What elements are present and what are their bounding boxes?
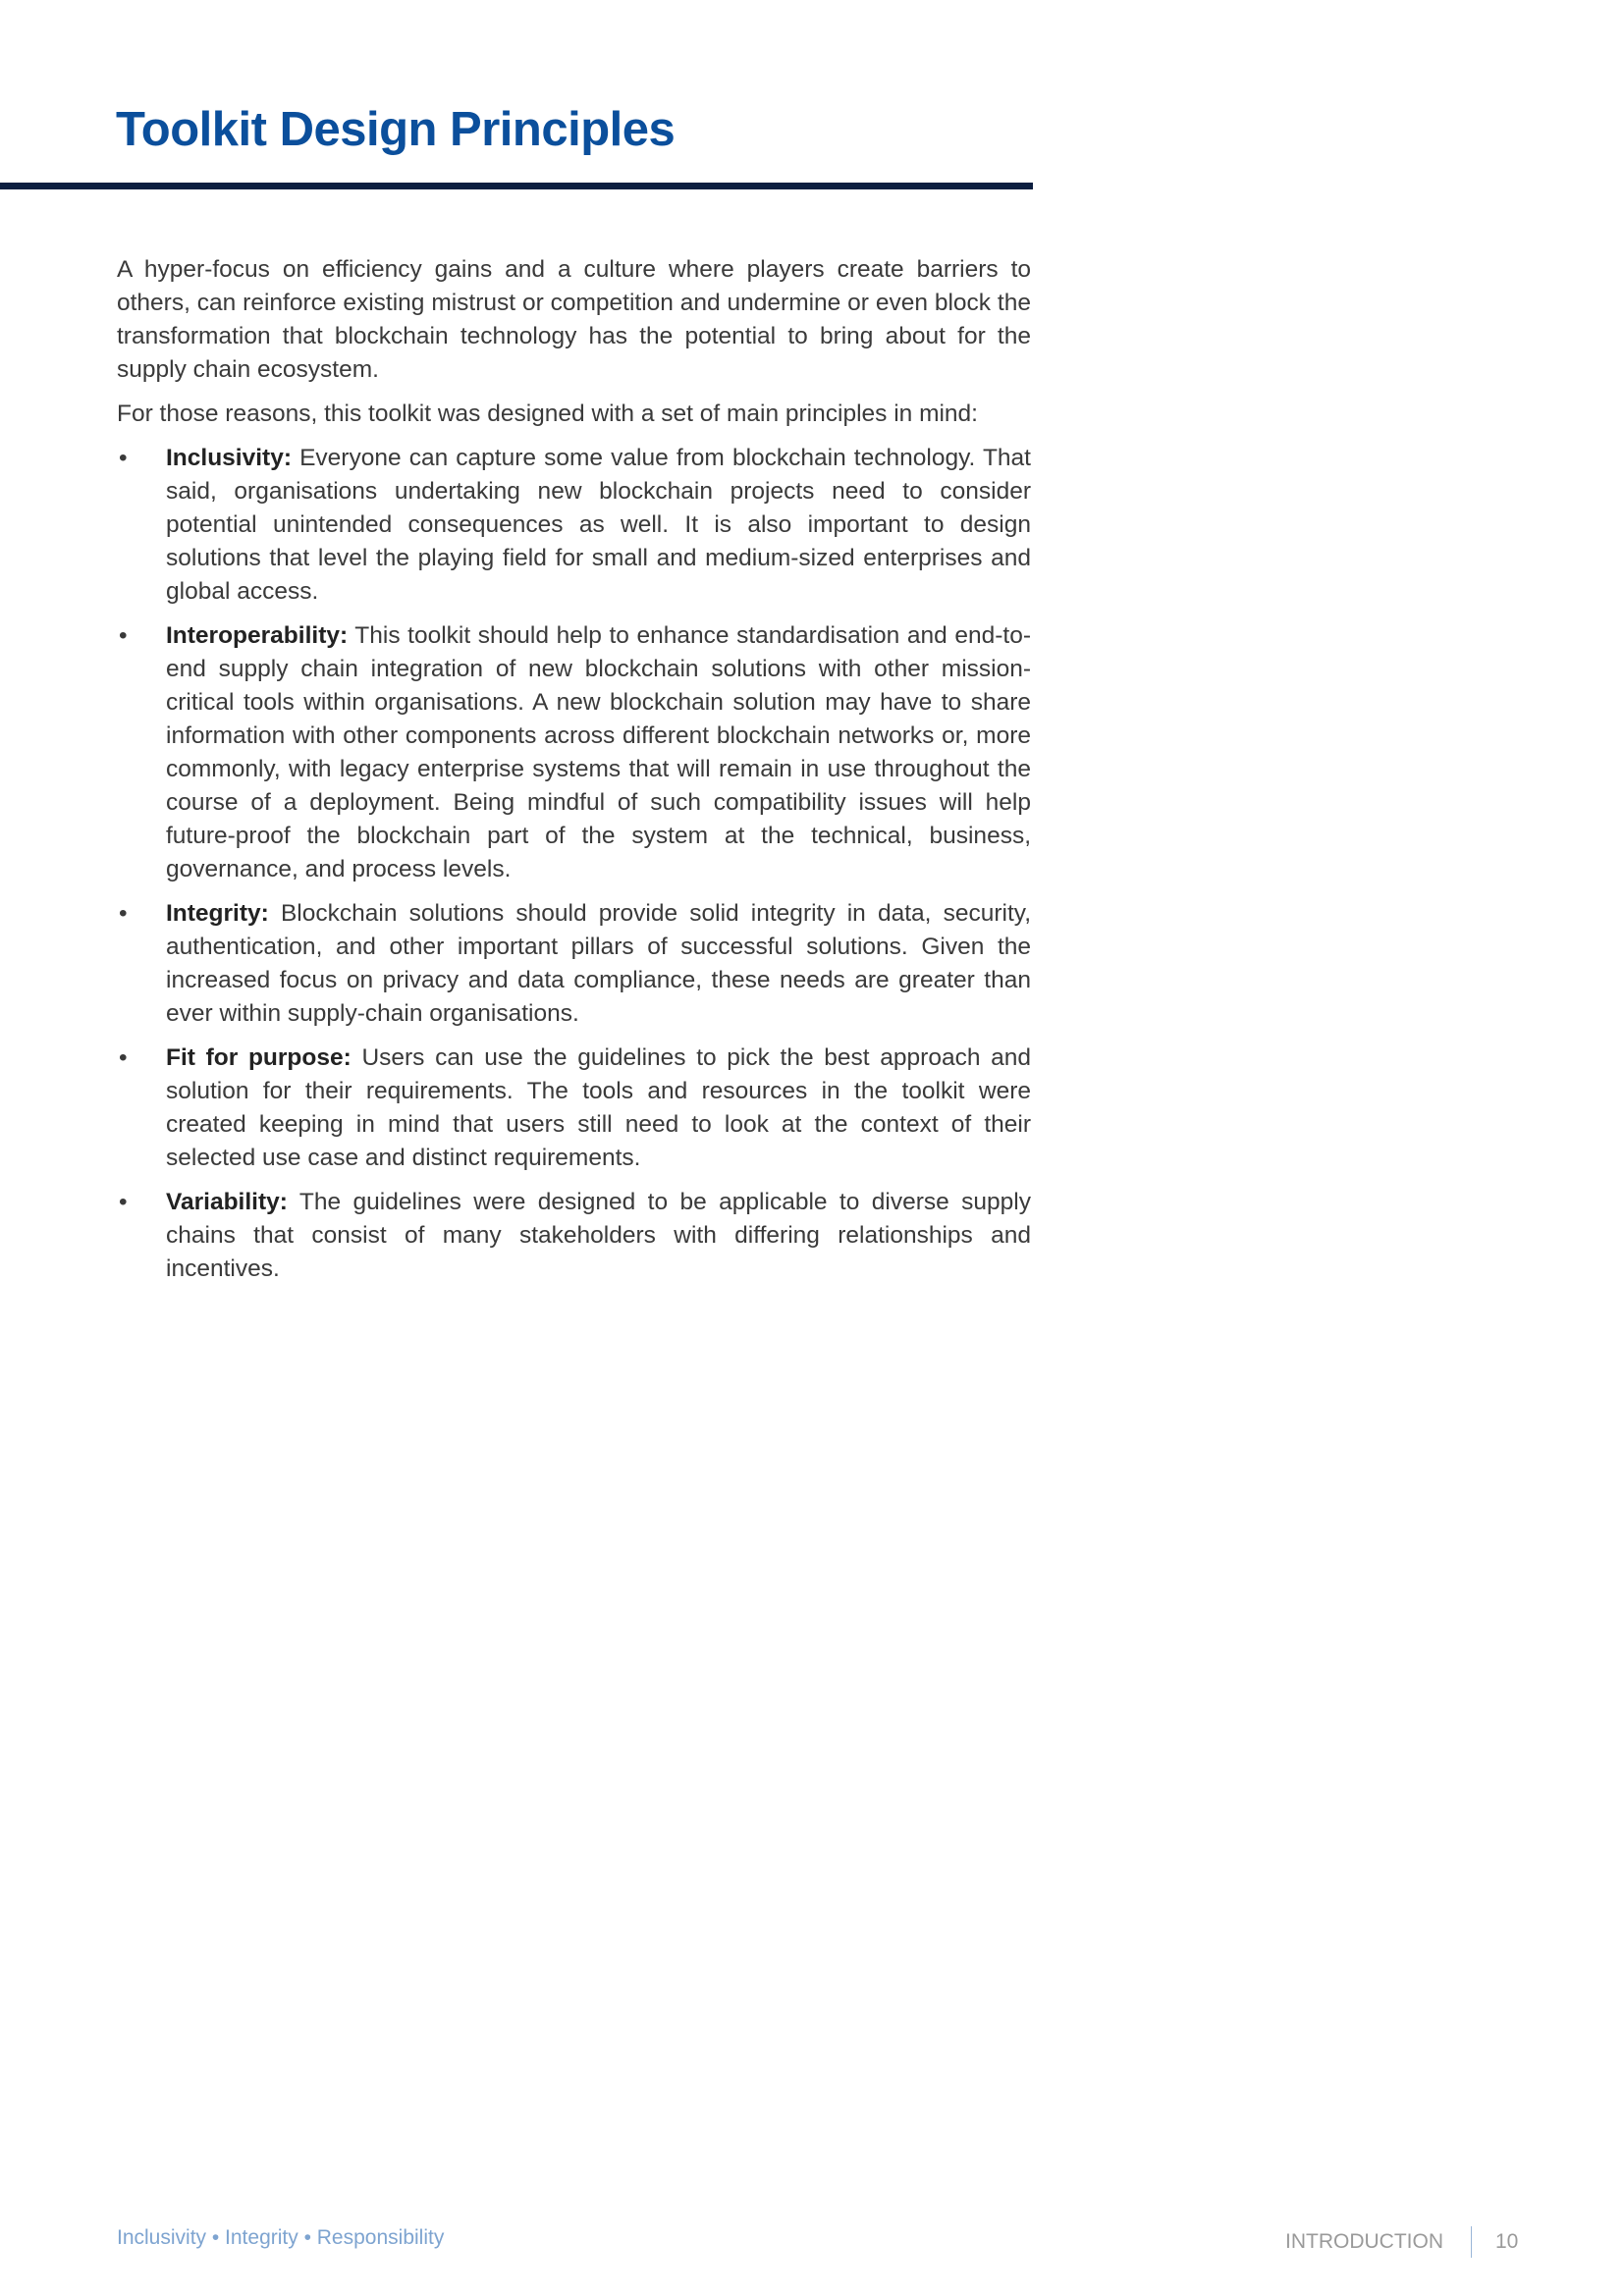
item-lead: Fit for purpose: [166,1044,352,1071]
principles-intro: For those reasons, this toolkit was designed with a set of main principles in mind: [117,400,978,427]
page-title: Toolkit Design Principles [116,103,676,156]
item-text: The guidelines were designed to be applicable to diverse supply chains that consist of many stakeholders with differing relationships and incentives. [166,1189,1031,1282]
item-lead: Inclusivity: [166,445,292,471]
bullet-icon: • [119,622,128,649]
bullet-icon: • [119,1189,128,1215]
section-label: INTRODUCTION [1285,2230,1443,2253]
item-text: Everyone can capture some value from blockchain technology. That said, organisations undertaking new blockchain projects need to consider potential unintended consequences as well. It is also important to design solutions that level the playing field for small and medium-sized enterprises and global access. [166,445,1031,605]
list-item [117,1186,1031,1286]
intro-paragraph: A hyper-focus on efficiency gains and a culture where players create barriers to others, can reinforce existing mistrust or competition and undermine or even block the transformation that blockchain technology has the potential to bring about for the supply chain ecosystem. [117,256,1031,383]
item-lead: Interoperability: [166,622,349,649]
body-text [117,253,1031,1297]
footer-section [1285,2226,1518,2258]
footer-divider [1471,2226,1472,2258]
footer-tagline: Inclusivity • Integrity • Responsibility [117,2226,445,2249]
principles-list [117,442,1031,1286]
item-text: This toolkit should help to enhance standardisation and end-to-end supply chain integration of new blockchain solutions with other mission-critical tools within organisations. A new blockchain solution may have to share information with other components across different blockchain networks or, more commonly, with legacy enterprise systems that will remain in use throughout the course of a deployment. Being mindful of such compatibility issues will help future-proof the blockchain part of the system at the technical, business, governance, and process levels. [166,622,1031,882]
item-lead: Integrity: [166,900,269,927]
bullet-icon: • [119,445,128,471]
list-item [117,897,1031,1031]
title-divider [0,183,1033,189]
bullet-icon: • [119,1044,128,1071]
list-item [117,442,1031,609]
list-item [117,619,1031,886]
list-item [117,1041,1031,1175]
bullet-icon: • [119,900,128,927]
item-text: Users can use the guidelines to pick the best approach and solution for their requirements. The tools and resources in the toolkit were created keeping in mind that users still need to look at the context of their selected use case and distinct requirements. [166,1044,1031,1171]
page-number: 10 [1495,2230,1519,2253]
item-lead: Variability: [166,1189,288,1215]
item-text: Blockchain solutions should provide solid integrity in data, security, authentication, and other important pillars of successful solutions. Given the increased focus on privacy and data compliance, these needs are greater than ever within supply-chain organisations. [166,900,1031,1027]
